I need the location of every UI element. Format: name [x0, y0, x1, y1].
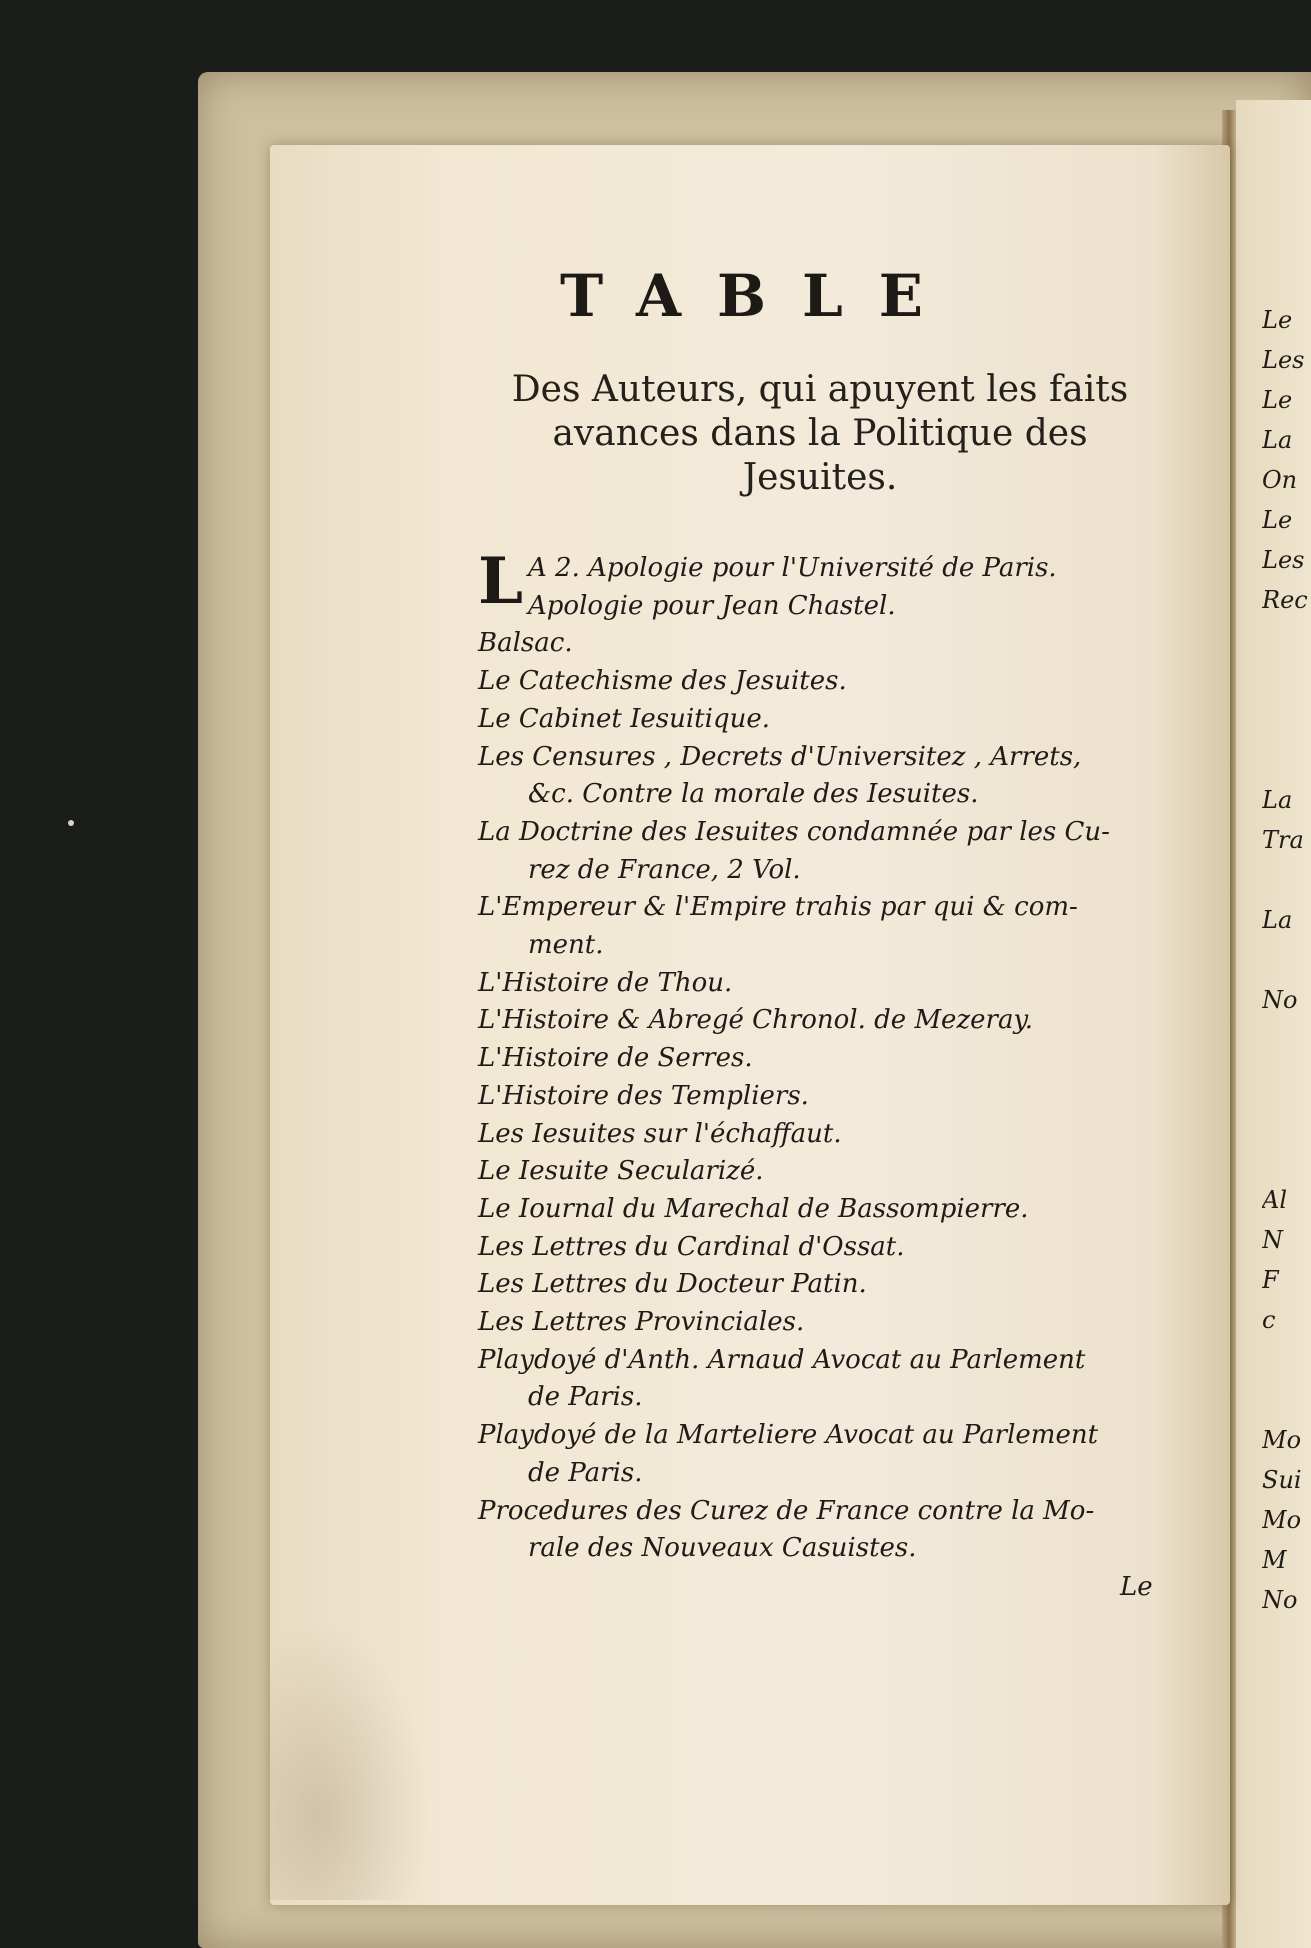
table-entry: de Paris.: [528, 1457, 643, 1488]
table-entry: rale des Nouveaux Casuistes.: [528, 1533, 917, 1564]
table-entry: Apologie pour Jean Chastel.: [528, 590, 896, 621]
right-page-fragment: [1262, 1060, 1311, 1100]
table-entry: A 2. Apologie pour l'Université de Paris.: [528, 553, 1057, 583]
table-entry: de Paris.: [528, 1382, 643, 1413]
subtitle-line: Des Auteurs, qui apuyent les faits: [511, 369, 1129, 410]
table-entry: Le Iournal du Marechal de Bassompierre.: [478, 1193, 1029, 1224]
drop-cap: L: [478, 544, 523, 619]
table-entry: Playdoyé de la Marteliere Avocat au Parlement: [478, 1420, 1099, 1451]
table-entry: Procedures des Curez de France contre la Mo-: [478, 1495, 1095, 1526]
right-page-fragment: No: [1262, 986, 1298, 1014]
table-entry: Les Lettres du Docteur Patin.: [478, 1269, 867, 1300]
table-entry: Le Cabinet Iesuitique.: [478, 703, 770, 734]
table-entry: rez de France, 2 Vol.: [528, 854, 801, 885]
page-stain: [270, 1620, 430, 1900]
table-entry: L'Histoire & Abregé Chronol. de Mezeray.: [478, 1005, 1033, 1036]
right-page-fragment: [1262, 1140, 1311, 1180]
right-page-fragment: [1262, 740, 1311, 780]
right-page-fragment: La: [1262, 426, 1293, 454]
right-page-fragment: Mo: [1262, 1506, 1302, 1534]
table-entry: L'Histoire de Serres.: [478, 1043, 753, 1074]
right-page-fragment: Les: [1262, 346, 1305, 374]
right-page-fragment: [1262, 1100, 1311, 1140]
right-page-fragment: Les: [1262, 546, 1305, 574]
table-entry: ment.: [528, 930, 604, 961]
right-page-fragment: [1262, 660, 1311, 700]
right-page-fragment: Al: [1262, 1186, 1288, 1214]
right-page-fragment: Rec: [1262, 586, 1308, 614]
right-page-fragment: F: [1262, 1266, 1279, 1294]
table-entry: L'Histoire des Templiers.: [478, 1080, 809, 1111]
right-page-fragment: La: [1262, 906, 1293, 934]
table-entry: La Doctrine des Iesuites condamnée par les Cu-: [478, 816, 1110, 847]
table-entry: L'Histoire de Thou.: [478, 967, 733, 998]
right-page-fragment: [1262, 1380, 1311, 1420]
table-entry: &c. Contre la morale des Iesuites.: [528, 779, 979, 810]
right-page-fragment: La: [1262, 786, 1293, 814]
right-page-fragment: [1262, 1020, 1311, 1060]
table-entry: Balsac.: [478, 628, 573, 659]
table-entry: Playdoyé d'Anth. Arnaud Avocat au Parlement: [478, 1344, 1086, 1375]
background-speck: [68, 820, 74, 826]
right-page-fragment: [1262, 620, 1311, 660]
right-page-fragment: Le: [1262, 386, 1293, 414]
right-page-fragment: [1262, 700, 1311, 740]
entry-list: [478, 544, 1178, 1568]
right-page-fragment: Mo: [1262, 1426, 1302, 1454]
right-page-fragment: On: [1262, 466, 1298, 494]
right-page-fragment: [1262, 1340, 1311, 1380]
right-page-fragment: Tra: [1262, 826, 1304, 854]
right-page-text: [1262, 300, 1311, 1620]
page-title: TABLE: [560, 262, 960, 330]
right-page-fragment: Le: [1262, 306, 1293, 334]
right-page-fragment: N: [1262, 1226, 1283, 1254]
catchword: Le: [1120, 1572, 1153, 1602]
right-page-fragment: c: [1262, 1306, 1276, 1334]
subtitle-line: avances dans la Politique des: [552, 413, 1088, 454]
table-entry: Les Lettres du Cardinal d'Ossat.: [478, 1231, 905, 1262]
table-entry: L'Empereur & l'Empire trahis par qui & com-: [478, 892, 1078, 923]
table-entry: Le Iesuite Secularizé.: [478, 1156, 764, 1187]
subtitle-line: Jesuites.: [742, 457, 898, 498]
right-page-fragment: No: [1262, 1586, 1298, 1614]
right-page-fragment: Sui: [1262, 1466, 1302, 1494]
right-page-fragment: Le: [1262, 506, 1293, 534]
table-entry: Les Lettres Provinciales.: [478, 1307, 805, 1338]
table-entry: Les Iesuites sur l'échaffaut.: [478, 1118, 842, 1149]
right-page-fragment: [1262, 940, 1311, 980]
page-subtitle: [470, 368, 1170, 500]
right-page-fragment: M: [1262, 1546, 1287, 1574]
right-page-fragment: [1262, 860, 1311, 900]
table-entry: Le Catechisme des Jesuites.: [478, 666, 847, 697]
table-entry: Les Censures , Decrets d'Universitez , Arrets,: [478, 741, 1082, 772]
